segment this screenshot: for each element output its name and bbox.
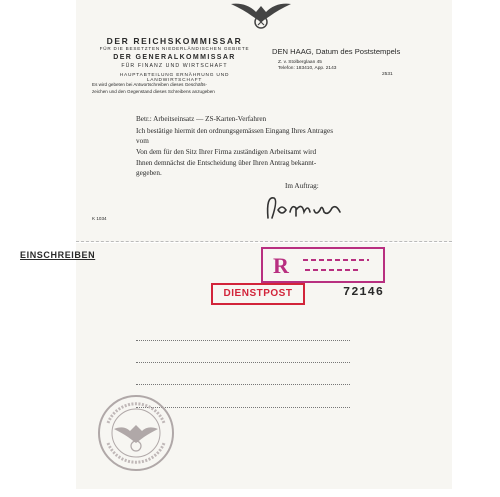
reference-note-line-2: zeichen und den Gegenstand dieses Schreibens anzugeben: [92, 89, 215, 94]
letterhead-subtitle-2: DER GENERALKOMMISSAR: [113, 54, 236, 61]
form-code: K 1034: [92, 216, 107, 221]
registration-letter: R: [273, 253, 289, 278]
registration-number: 72146: [343, 285, 385, 299]
address-line-1: Z. v. Stolberglaan 45: [278, 60, 322, 65]
registered-label: EINSCHREIBEN: [20, 250, 96, 260]
address-line-2: Telefon: 183410, App. 2143: [278, 66, 337, 71]
registration-stamp: [261, 247, 385, 283]
address-line-3: 2531: [382, 72, 393, 77]
letter-line-3: Von dem für den Sitz Ihrer Firma zuständigen Arbeitsamt wird: [136, 148, 317, 156]
dienstpost-stamp: DIENSTPOST: [211, 283, 305, 305]
letterhead-title: DER REICHSKOMMISSAR: [106, 36, 243, 46]
eagle-emblem-icon: [226, 0, 296, 30]
subject-line: Betr.: Arbeitseinsatz — ZS-Karten-Verfahren: [136, 115, 267, 123]
letterhead-department: HAUPTABTEILUNG ERNÄHRUNG UND LANDWIRTSCHAFT: [119, 73, 230, 83]
signature-icon: [262, 188, 352, 228]
letter-line-2: vom: [136, 137, 149, 145]
place-date-label: DEN HAAG, Datum des Poststempels: [272, 47, 401, 56]
address-line-blank-1: [136, 340, 350, 341]
letterhead-subtitle-3: FÜR FINANZ UND WIRTSCHAFT: [121, 63, 228, 69]
letterhead-subtitle: FÜR DIE BESETZTEN NIEDERLÄNDISCHEN GEBIETE: [99, 46, 250, 51]
official-seal-stamp-icon: [96, 393, 176, 473]
reference-note-line-1: Es wird gebeten bei Antwortschreiben dieses Geschäfts-: [92, 82, 207, 87]
closing-line: Im Auftrag:: [285, 182, 319, 190]
letter-line-5: gegeben.: [136, 169, 162, 177]
address-line-blank-2: [136, 362, 350, 363]
letter-line-1: Ich bestätige hiermit den ordnungsgemässen Eingang Ihres Antrages: [136, 127, 334, 135]
letter-line-4: Ihnen demnächst die Entscheidung über Ihren Antrag bekannt-: [136, 159, 317, 167]
illegible-stamp-text-icon: [299, 252, 379, 276]
address-line-blank-3: [136, 384, 350, 385]
letter-card: [76, 0, 452, 242]
